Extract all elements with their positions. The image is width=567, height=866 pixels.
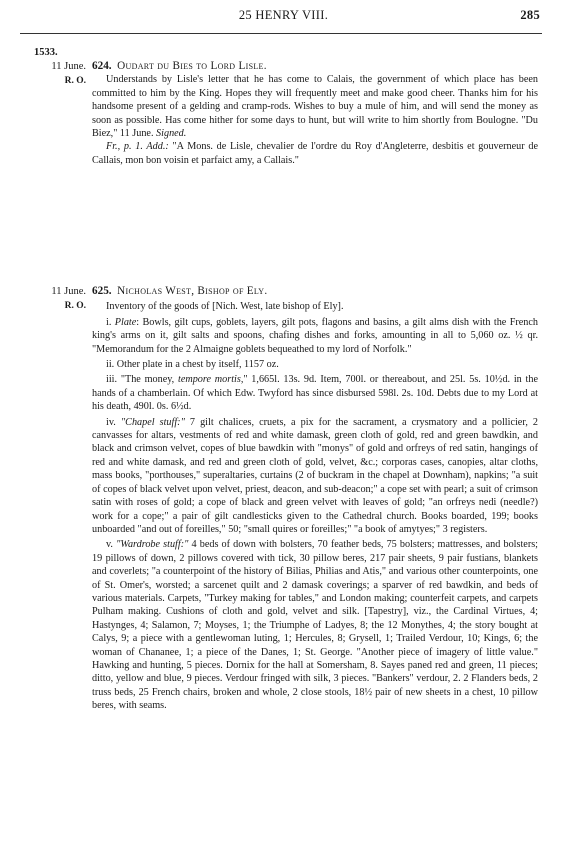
section-plate bbox=[92, 316, 538, 356]
entry-footnote bbox=[92, 140, 538, 167]
entry-624 bbox=[92, 60, 538, 167]
section-wardrobe-stuff bbox=[92, 538, 538, 712]
section-label: iii. "The money, bbox=[106, 374, 175, 386]
section-text: " 1,665l. 13s. 9d. Item, 700l. or thereabout, and 25l. 5s. 10½d. in the hands of a chamberlain. Of which Edw. Twyford has since disbursed 598l. 2s. 10d. Debts due to my Lord at his death, 490l. 0s. 6½d. bbox=[92, 374, 539, 413]
section-label: iv. bbox=[106, 416, 116, 428]
running-title: 25 HENRY VIII. bbox=[238, 8, 329, 22]
running-header bbox=[0, 8, 567, 28]
entry-title: Oudart du Bies to Lord Lisle. bbox=[117, 60, 267, 72]
page-number: 285 bbox=[520, 8, 540, 22]
margin-year bbox=[24, 46, 86, 60]
record-office-ref: R. O. bbox=[64, 76, 86, 86]
inventory-intro: Inventory of the goods of [Nich. West, late bishop of Ely]. bbox=[106, 301, 344, 313]
letter-summary: Understands by Lisle's letter that he has come to Calais, the government of which place has been committed to him by the King. Hopes they will frequently meet and make good cheer. Thanks him for his handsome present of a gelding and cramp-rods. Wishes to buy a mule of him, and will send the money as soon as possible. Has come hither for some days to hunt, but will write to him shortly from Boulogne. "Du Biez," 11 June. bbox=[92, 74, 538, 140]
date-label: 11 June. bbox=[51, 286, 86, 297]
signed-note: Signed. bbox=[156, 128, 187, 140]
footnote-text: "A Mons. de Lisle, chevalier de l'ordre du Roy d'Angleterre, desbitis et gouverneur de Callais, mon bon voisin et parfaict amy, a Callais." bbox=[92, 141, 538, 166]
section-text: 4 beds of down with bolsters, 70 feather beds, 75 bolsters; mattresses, and bolsters; 19 pillows of down, 2 pillows covered with tick, 30 pillow beres, 217 pair sheets, 9 pair fustians, blankets and coverlets; "a counterpoint of the history of Bilias, Philias and Atis," and various other counterpoints, one of St. Omer's, worsted; a sarcenet quilt and 2 damask coverings; a sparver of red bawdkin, and beds of various materials. Carpets, "Turkey making for tables," and London making; counterfeit carpets, and carpets Pulham making. Cushions of cloth and gold, velvet and silk. [Tapestry], viz., the Cardinal Virtues, 4; Hastynges, 4; Salamon, 7; Moyses, 1; the Triumphe of Ladyes, 8; the 12 Monythes, 4; the story bought at Calys, 9; a piece with a gentlewoman luting, 1; Hercules, 8; Grysell, 1; Trailed Verdour, 10; Kings, 6; the woman of Chananee, 1; a piece of the Danes, 1; St. George. "Another piece of imagery of little value." Hawking and hunting, 5 pieces. Dornix for the hall at Somersham, 8. Sayes paned red and green, 11 pieces; ditto, yellow and blue, 9 pieces. Verdour fringed with silk, 3 pieces. "Bankers" verdour, 2. 2 Flanders beds, 2 truss beds, 25 French chairs, broken and whole, 2 close stools, 18½ pair of new sheets in a chest, 10 pillow beres, with seams. bbox=[92, 539, 539, 712]
footnote-label: Fr., p. 1. Add.: bbox=[106, 141, 169, 153]
margin-date-624 bbox=[24, 60, 86, 88]
entry-625 bbox=[92, 285, 538, 713]
entry-number: 625. bbox=[92, 285, 112, 297]
section-money bbox=[92, 373, 538, 413]
record-office-ref: R. O. bbox=[64, 301, 86, 311]
header-rule bbox=[20, 33, 542, 34]
section-title: "Wardrobe stuff:" bbox=[116, 539, 189, 551]
section-italic: tempore mortis, bbox=[178, 374, 244, 386]
entry-heading bbox=[92, 285, 538, 298]
entry-heading bbox=[92, 60, 538, 73]
year-label: 1533. bbox=[34, 47, 58, 58]
date-label: 11 June. bbox=[51, 61, 86, 72]
section-label: v. bbox=[106, 539, 113, 551]
entry-number: 624. bbox=[92, 60, 112, 72]
section-other-plate: ii. Other plate in a chest by itself, 1157 oz. bbox=[106, 359, 279, 371]
section-text: 7 gilt chalices, cruets, a pix for the sacrament, a crysmatory and a pollicier, 2 canvasses for altars, vestments of red and white damask, green cloth of gold, red and green bawdkin, and black and crimson velvet, copes of blue bawdkin with "monys" of gold and orfreys of red satin, hangings of red and white damask, and red and green cloth of gold, velvet, &c.; corporas cases, canopies, altar cloths, mass books, "porthouses," superaltaries, curtains (2 of buckram in the chapel at Downham), napkins; "a suit of copes of black velvet upon velvet, priest, deacon, and sub-deacon;" a cope set with pearl; a suit of crimson satin with roses of gold; a cope of black and green velvet with leaves of gold; "an orfreys nedi (needle?) work for a cope;" a pair of gilt candlesticks given to the Cathedral church. Books boarded, 199; books unboarded "and out of foreilles," 50; "small quires or foreilles;" "a book of amytyes;" 3 registers. bbox=[92, 416, 539, 535]
section-chapel-stuff bbox=[92, 416, 538, 537]
section-title: "Chapel stuff:" bbox=[120, 416, 185, 428]
entry-body bbox=[92, 73, 538, 140]
margin-date-625 bbox=[24, 285, 86, 313]
section-title: Plate bbox=[114, 316, 137, 328]
section-label: i. bbox=[106, 316, 112, 328]
entry-title: Nicholas West, Bishop of Ely. bbox=[117, 285, 268, 297]
section-text: : Bowls, gilt cups, goblets, layers, gilt pots, flagons and basins, a gilt alms dish with the French king's arms on it, gilt salts and spoons, chafing dishes and forks, amounting in all to 5,060 oz. ½ qr. "Memorandum for the 2 Almaigne goblets bequeathed to my lord of Norfolk." bbox=[92, 316, 538, 355]
